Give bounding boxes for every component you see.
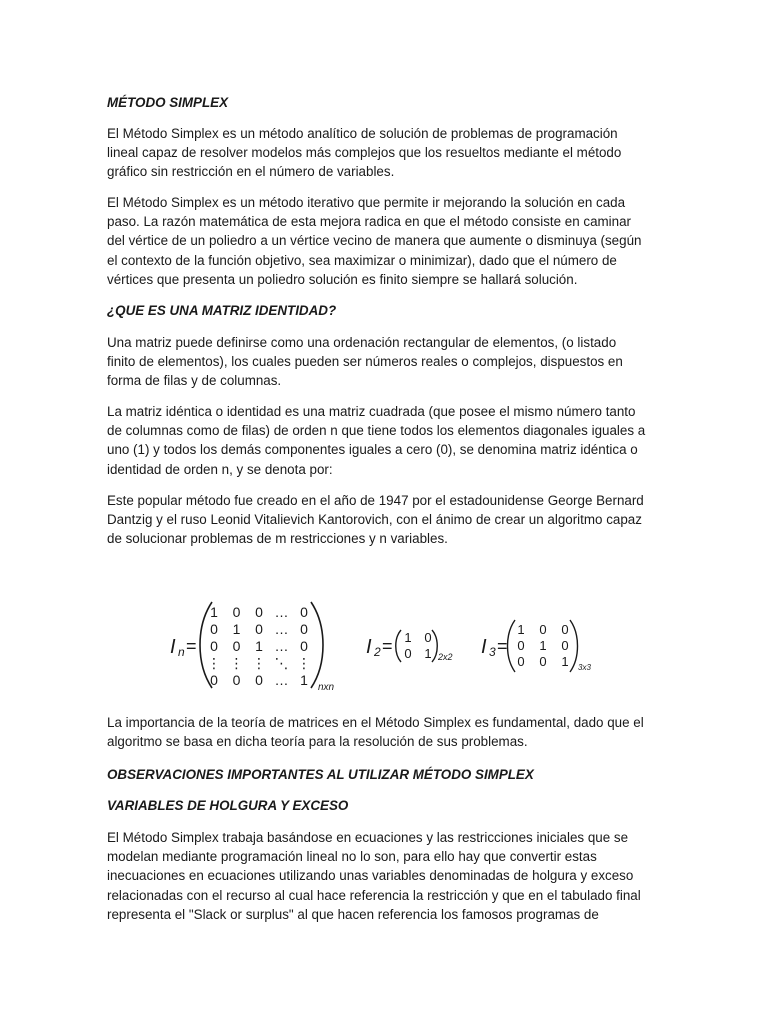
matrix-I2 xyxy=(366,630,453,662)
right-parenthesis xyxy=(432,630,437,662)
paragraph-line: vértices que presenta un poliedro solución es finito siempre se hallará solución. xyxy=(107,271,578,287)
matrix-entry: 1 xyxy=(300,672,308,688)
heading-metodo-simplex xyxy=(107,93,667,112)
heading-text: ¿QUE ES UNA MATRIZ IDENTIDAD? xyxy=(107,303,337,318)
matrix-label: I xyxy=(366,636,372,658)
matrix-entry: 1 xyxy=(517,622,525,637)
matrix-entry: 0 xyxy=(404,646,412,661)
paragraph-matrix-definition xyxy=(107,333,667,391)
matrix-entry: ⋮ xyxy=(207,655,221,671)
paragraph-definition xyxy=(107,124,667,182)
paragraph-line: uno (1) y todos los demás componentes iguales a cero (0), se denomina matriz idéntica o xyxy=(107,442,638,458)
matrix-entry: 0 xyxy=(539,622,547,637)
left-parenthesis xyxy=(396,630,401,662)
paragraph-importance xyxy=(107,713,667,751)
matrix-size: 2x2 xyxy=(438,652,453,662)
matrix-entry: ⋱ xyxy=(274,655,289,671)
matrix-entry: 0 xyxy=(561,622,569,637)
matrix-In-cells xyxy=(207,604,311,688)
paragraph-line: paso. La razón matemática de esta mejora radica en que el método consiste en caminar xyxy=(107,214,632,230)
matrix-entry: 0 xyxy=(300,621,308,637)
matrix-size: 3x3 xyxy=(578,663,591,672)
paragraph-line: El Método Simplex es un método analítico de solución de problemas de programación xyxy=(107,126,618,141)
matrix-entry: ⋮ xyxy=(229,655,244,671)
matrix-I2-cells xyxy=(404,630,431,661)
matrix-entry: 0 xyxy=(255,604,263,620)
paragraph-line: algoritmo se basa en dicha teoría para la resolución de sus problemas. xyxy=(107,734,528,750)
paragraph-line: Una matriz puede definirse como una ordenación rectangular de elementos, (o listado xyxy=(107,335,617,350)
matrix-size: nxn xyxy=(318,682,335,693)
paragraph-line: identidad de orden n, y se denota por: xyxy=(107,461,333,477)
matrix-entry: 1 xyxy=(255,638,263,654)
heading-text: MÉTODO SIMPLEX xyxy=(107,95,229,110)
matrix-entry: 0 xyxy=(517,638,525,653)
matrix-subscript: 2 xyxy=(374,645,381,659)
equals-sign: = xyxy=(382,636,393,656)
paragraph-slack-variables xyxy=(107,828,667,924)
matrix-entry: 1 xyxy=(561,654,569,669)
paragraph-line: de solucionar problemas de m restricciones y n variables. xyxy=(107,531,448,547)
matrix-entry: 0 xyxy=(300,638,308,654)
matrix-entry: 0 xyxy=(424,630,432,645)
matrix-entry: 0 xyxy=(210,621,218,637)
identity-matrix-figure xyxy=(0,596,768,702)
matrix-entry: 0 xyxy=(561,638,569,653)
matrix-entry: 0 xyxy=(300,604,308,620)
matrix-entry: 0 xyxy=(232,604,241,620)
paragraph-line: La importancia de la teoría de matrices en el Método Simplex es fundamental, dado que el xyxy=(107,715,644,730)
paragraph-line: del vértice de un poliedro a un vértice vecino de manera que aumente o disminuya (según xyxy=(107,233,642,249)
right-parenthesis xyxy=(570,620,578,672)
paragraph-line: representa el "Slack or surplus" al que hacen referencia los famosos programas de xyxy=(107,906,599,922)
paragraph-line: La matriz idéntica o identidad es una matriz cuadrada (que posee el mismo número tanto xyxy=(107,404,636,419)
matrix-entry: 0 xyxy=(210,638,218,654)
matrix-label: I xyxy=(170,636,176,658)
paragraph-line: gráfico sin restricción en el número de variables. xyxy=(107,164,395,180)
matrix-entry: 1 xyxy=(424,646,432,661)
equals-sign: = xyxy=(497,636,508,656)
paragraph-line: el contexto de la función objetivo, sea maximizar o minimizar), dado que el número de xyxy=(107,252,617,268)
matrix-entry: 1 xyxy=(210,604,218,620)
matrix-entry: 0 xyxy=(255,621,263,637)
matrix-I3-cells xyxy=(517,622,568,669)
identity-matrix-svg xyxy=(0,596,768,702)
matrix-entry: ⋮ xyxy=(297,655,311,671)
paragraph-line: Dantzig y el ruso Leonid Vitalievich Kantorovich, con el ánimo de crear un algoritmo capaz xyxy=(107,512,642,528)
heading-variables-holgura xyxy=(107,796,667,815)
paragraph-line: forma de filas y de columnas. xyxy=(107,373,282,389)
paragraph-line: de columnas como de filas) de orden n que tiene todos los elementos diagonales iguales a xyxy=(107,423,646,439)
matrix-label: I xyxy=(481,636,487,658)
paragraph-history xyxy=(107,491,667,549)
matrix-entry: … xyxy=(274,621,289,637)
matrix-subscript: 3 xyxy=(489,645,496,659)
heading-matriz-identidad xyxy=(107,301,667,320)
matrix-entry: 0 xyxy=(210,672,218,688)
paragraph-line: Este popular método fue creado en el año de 1947 por el estadounidense George Bernard xyxy=(107,493,644,508)
matrix-I3 xyxy=(481,620,591,672)
paragraph-line: El Método Simplex es un método iterativo que permite ir mejorando la solución en cada xyxy=(107,195,626,210)
matrix-entry: … xyxy=(274,672,289,688)
matrix-entry: 1 xyxy=(232,621,241,637)
paragraph-line: inecuaciones en ecuaciones utilizando unas variables denominadas de holgura y exceso xyxy=(107,868,634,884)
matrix-entry: 1 xyxy=(404,630,412,645)
paragraph-line: finito de elementos), los cuales pueden ser números reales o complejos, dispuestos en xyxy=(107,354,623,370)
paragraph-line: El Método Simplex trabaja basándose en ecuaciones y las restricciones iniciales que se xyxy=(107,830,629,845)
matrix-entry: … xyxy=(274,604,289,620)
matrix-In xyxy=(170,602,335,693)
matrix-entry: 0 xyxy=(255,672,263,688)
right-parenthesis xyxy=(311,602,323,688)
matrix-entry: ⋮ xyxy=(252,655,266,671)
paragraph-identity-matrix xyxy=(107,402,667,479)
paragraph-line: relacionadas con el recurso al cual hace referencia la restricción y que en el tabulado final xyxy=(107,887,641,903)
paragraph-iterative xyxy=(107,193,667,289)
paragraph-line: modelan mediante programación lineal no lo son, para ello hay que convertir estas xyxy=(107,849,597,865)
heading-text: VARIABLES DE HOLGURA Y EXCESO xyxy=(107,798,349,813)
matrix-entry: 0 xyxy=(232,638,241,654)
equals-sign: = xyxy=(186,636,197,656)
left-parenthesis xyxy=(508,620,516,672)
paragraph-line: lineal capaz de resolver modelos más complejos que los resueltos mediante el método xyxy=(107,145,622,161)
matrix-entry: 1 xyxy=(539,638,547,653)
matrix-entry: 0 xyxy=(539,654,547,669)
matrix-entry: … xyxy=(274,638,289,654)
matrix-entry: 0 xyxy=(232,672,241,688)
heading-text: OBSERVACIONES IMPORTANTES AL UTILIZAR MÉTODO SIMPLEX xyxy=(107,767,534,782)
matrix-entry: 0 xyxy=(517,654,525,669)
matrix-subscript: n xyxy=(178,645,185,659)
heading-observaciones xyxy=(107,765,667,784)
